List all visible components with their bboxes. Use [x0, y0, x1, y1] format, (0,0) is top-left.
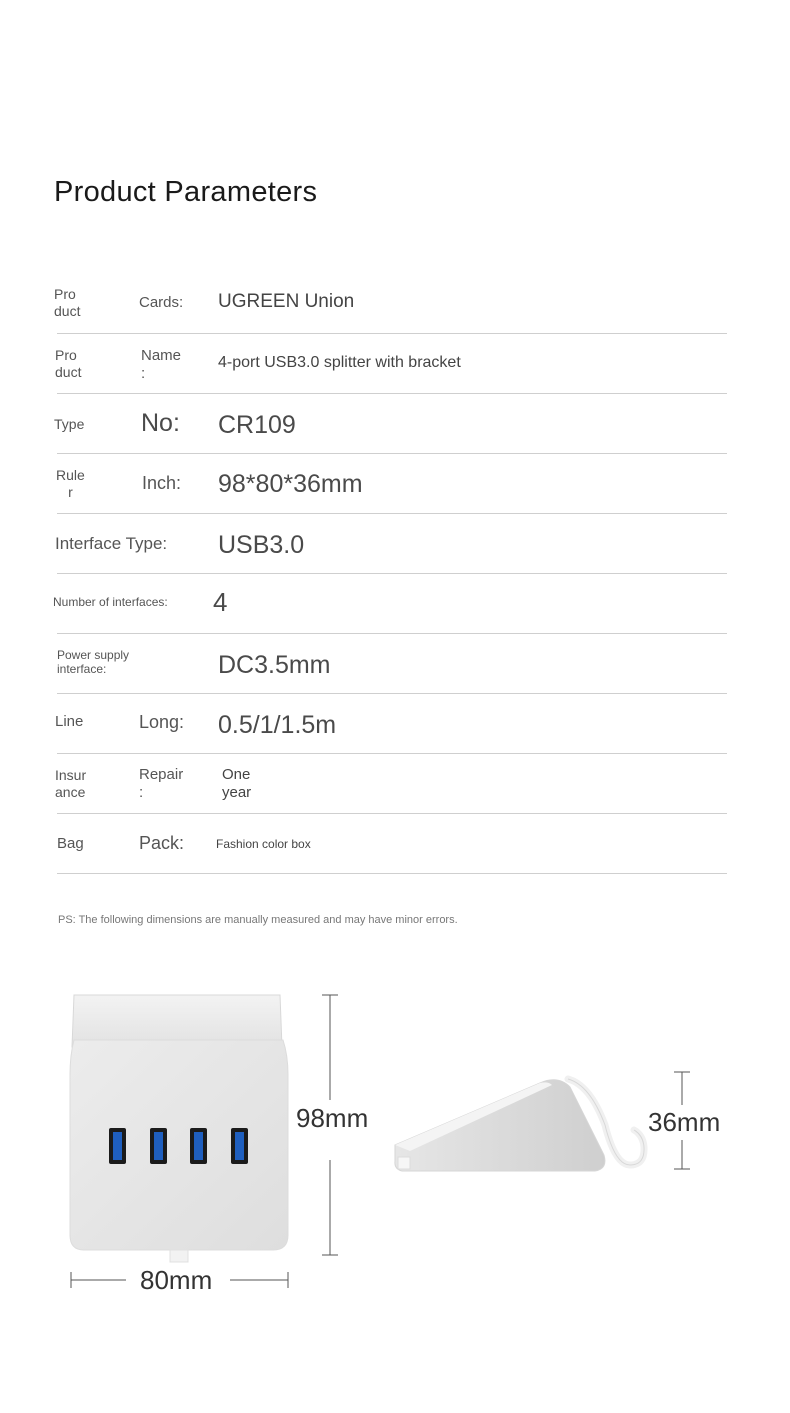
param-value: DC3.5mm — [218, 651, 331, 679]
param-row-size — [0, 454, 790, 514]
param-key-suffix: Long: — [139, 712, 185, 732]
param-key: Rule r — [56, 467, 85, 500]
width-dimension-label: 80mm — [140, 1265, 213, 1295]
param-row-power — [0, 634, 790, 694]
param-key: Interface Type: — [55, 534, 168, 553]
param-value: CR109 — [218, 411, 296, 439]
param-value: 4 — [213, 587, 228, 617]
param-value: Fashion color box — [216, 837, 311, 851]
param-value: USB3.0 — [218, 531, 305, 559]
usb-port-icon — [150, 1128, 167, 1164]
param-key: Pro duct — [55, 347, 82, 380]
param-key: Type — [54, 416, 85, 432]
param-key: Power supply interface: — [57, 648, 130, 676]
param-row-packaging — [0, 814, 790, 874]
measurement-note: PS: The following dimensions are manually measured and may have minor errors. — [58, 914, 458, 926]
param-row-name — [0, 334, 790, 394]
param-key: Number of interfaces: — [53, 595, 168, 609]
param-key-suffix: Pack: — [139, 833, 185, 853]
param-value: One year — [222, 766, 252, 801]
param-value: 98*80*36mm — [218, 470, 363, 498]
param-key-suffix: No: — [141, 409, 180, 437]
param-key-suffix: Name : — [141, 347, 182, 382]
product-front-view — [60, 985, 360, 1305]
param-key-suffix: Repair : — [139, 766, 184, 801]
param-row-interface-count — [0, 574, 790, 634]
usb-port-icon — [109, 1128, 126, 1164]
param-row-model — [0, 394, 790, 454]
param-key: Line — [55, 713, 84, 730]
param-row-warranty — [0, 754, 790, 814]
param-key-suffix: Cards: — [139, 294, 184, 311]
usb-port-icon — [190, 1128, 207, 1164]
param-key: Bag — [57, 835, 84, 852]
param-key-suffix: Inch: — [142, 473, 182, 493]
height-dimension-label: 98mm — [296, 1103, 369, 1133]
param-key: Insur ance — [55, 767, 87, 800]
param-row-brand — [0, 274, 790, 334]
param-value: 4-port USB3.0 splitter with bracket — [218, 354, 461, 371]
param-row-cable — [0, 694, 790, 754]
param-key: Pro duct — [54, 286, 81, 319]
param-row-interface-type — [0, 514, 790, 574]
param-value: 0.5/1/1.5m — [218, 711, 337, 739]
usb-port-icon — [231, 1128, 248, 1164]
page-title: Product Parameters — [54, 176, 318, 208]
row-divider — [57, 873, 727, 874]
param-value: UGREEN Union — [218, 291, 355, 312]
depth-dimension-label: 36mm — [648, 1107, 721, 1137]
